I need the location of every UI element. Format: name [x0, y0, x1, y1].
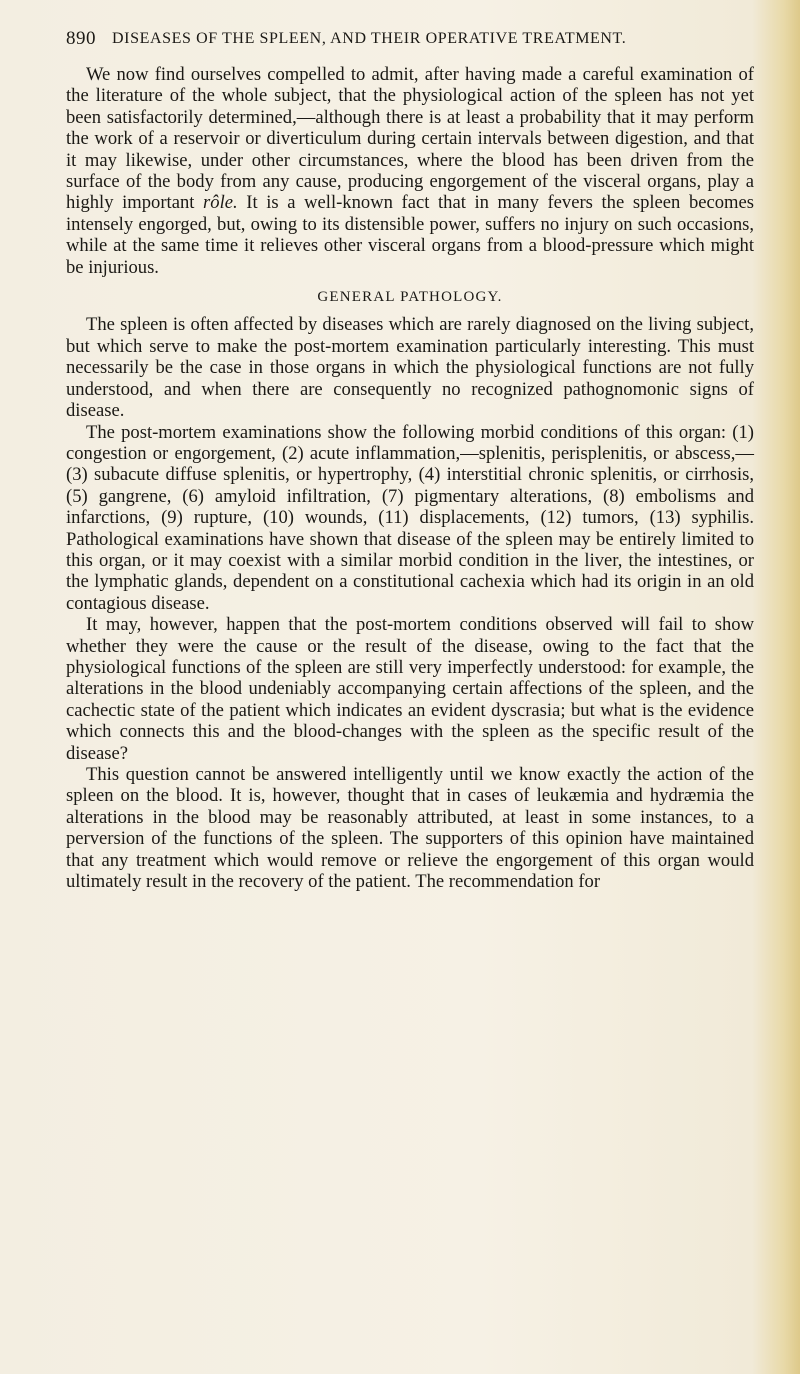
italic-term: rôle. — [203, 192, 238, 214]
paragraph-cause-or-result: It may, however, happen that the post-mortem conditions observed will fail to show whether they were the cause or the result of the disease, owing to the fact that the physiological functions of the spleen are still very imperfectly understood: for example, the alterations in the blood undeniably accompanying certain affections of the spleen, and the cachectic state of the patient which indicates an evident dyscrasia; but what is the evidence which connects this and the blood-changes with the spleen as the specific result of the disease? — [66, 614, 754, 764]
body-text — [66, 64, 754, 892]
page-header — [66, 24, 756, 52]
paragraph-text: We now find ourselves compelled to admit, after having made a careful examination of the literature of the whole subject, that the physiological action of the spleen has not yet been satisfactorily determined,—although there is at least a probability that it may perform the work of a reservoir or diverticulum during certain intervals between digestion, and that it may likewise, under other circumstances, where the blood has been driven from the surface of the body from any cause, producing engorgement of the visceral organs, play a highly important — [66, 64, 754, 214]
section-heading: GENERAL PATHOLOGY. — [317, 289, 503, 306]
paragraph-text: It is a well-known fact that in many fevers the spleen becomes intensely engorged, but, owing to its distensible power, suffers no injury on such occasions, while at the same time it relieves other visceral organs from a blood-pressure which might be injurious. — [66, 192, 754, 278]
paragraph-morbid-conditions: The post-mortem examinations show the following morbid conditions of this organ: (1) congestion or engorgement, (2) acute inflammation,—splenitis, perisplenitis, or abscess,—(3) subacute diffuse splenitis, or hypertrophy, (4) interstitial chronic splenitis, or cirrhosis, (5) gangrene, (6) amyloid infiltration, (7) pigmentary alterations, (8) embolisms and infarctions, (9) rupture, (10) wounds, (11) displacements, (12) tumors, (13) syphilis. Pathological examinations have shown that disease of the spleen may be entirely limited to this organ, or it may coexist with a similar morbid condition in the liver, the intestines, or the lymphatic glands, dependent on a constitutional cachexia which had its origin in an old contagious disease. — [66, 421, 754, 614]
paragraph-physiology-conclusion — [66, 64, 754, 278]
running-head: DISEASES OF THE SPLEEN, AND THEIR OPERATIVE TREATMENT. — [112, 30, 627, 47]
page-number: 890 — [66, 28, 96, 49]
paragraph-blood-action: This question cannot be answered intelligently until we know exactly the action of the spleen on the blood. It is, however, thought that in cases of leukæmia and hydræmia the alterations in the blood may be reasonably attributed, at least in some instances, to a perversion of the functions of the spleen. The supporters of this opinion have maintained that any treatment which would remove or relieve the engorgement of this organ would ultimately result in the recovery of the patient. The recommendation for — [66, 764, 754, 893]
paragraph-diagnosis: The spleen is often affected by diseases which are rarely diagnosed on the living subject, but which serve to make the post-mortem examination particularly interesting. This must necessarily be the case in those organs in which the physiological functions are not fully understood, and when there are consequently no recognized pathognomonic signs of disease. — [66, 314, 754, 422]
